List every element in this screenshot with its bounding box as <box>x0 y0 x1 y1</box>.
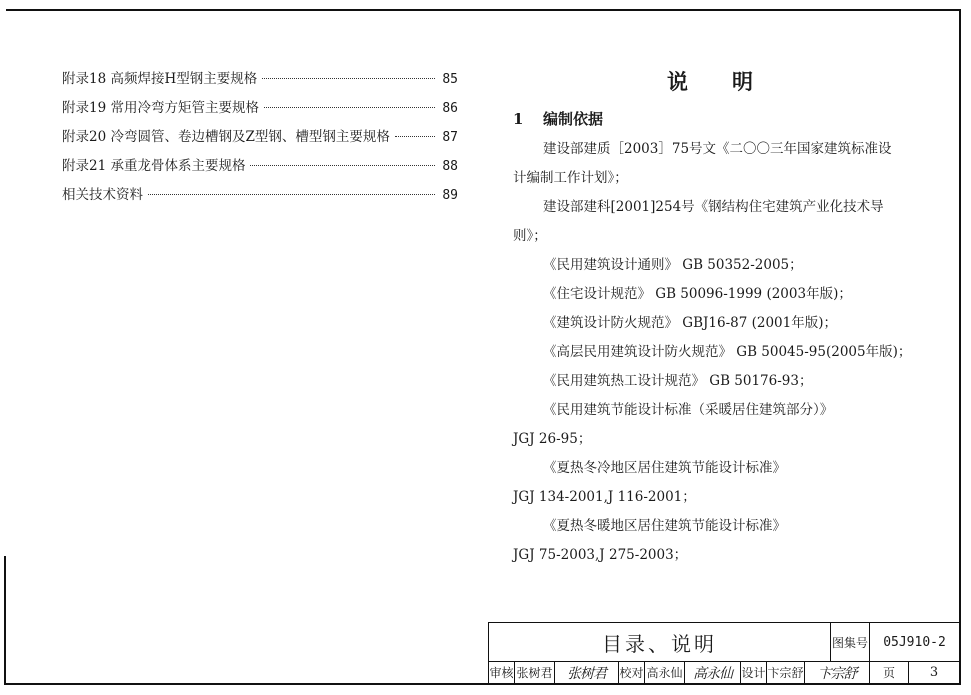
page-title: 说明 <box>667 69 797 94</box>
toc-entry-title: 附录21 承重龙骨体系主要规格 <box>62 158 246 174</box>
toc-entry-page: 86 <box>442 101 458 116</box>
toc-entry-title: 附录18 高频焊接H型钢主要规格 <box>62 71 258 87</box>
toc-entry[interactable] <box>62 96 458 125</box>
text-line: JGJ 134-2001,J 116-2001； <box>513 489 696 505</box>
toc-entry-title: 附录20 冷弯圆管、卷边槽钢及Z型钢、槽型钢主要规格 <box>62 129 390 145</box>
designer-signature: 卞宗舒 <box>805 662 870 684</box>
section-heading <box>513 108 603 129</box>
section-number: 1 <box>513 110 524 128</box>
text-line: 则》； <box>513 228 547 244</box>
toc-entry-page: 87 <box>442 130 458 145</box>
text-line: 《民用建筑设计通则》 GB 50352-2005； <box>543 257 803 273</box>
atlas-number: 05J910-2 <box>870 623 960 662</box>
text-line: 《夏热冬暖地区居住建筑节能设计标准》 <box>543 518 786 534</box>
page-number: 3 <box>909 662 960 684</box>
text-line: 《民用建筑热工设计规范》 GB 50176-93； <box>543 373 813 389</box>
text-line: JGJ 26-95； <box>513 431 592 447</box>
toc-entry-title: 附录19 常用冷弯方矩管主要规格 <box>62 100 259 116</box>
body-text <box>513 135 911 570</box>
toc-leader-dots <box>148 194 435 195</box>
text-line: 计编制工作计划》； <box>513 170 628 186</box>
toc-leader-dots <box>262 78 435 79</box>
toc-entry-page: 85 <box>442 72 458 87</box>
page-label: 页 <box>870 662 909 684</box>
toc-leader-dots <box>250 165 435 166</box>
text-line: 《建筑设计防火规范》 GBJ16-87 (2001年版)； <box>543 315 838 331</box>
check-label: 校对 <box>619 662 645 684</box>
toc-entry[interactable] <box>62 154 458 183</box>
toc-entry[interactable] <box>62 125 458 154</box>
drawing-name: 目录、说明 <box>489 623 831 662</box>
checker-signature: 高永仙 <box>685 662 741 684</box>
text-line: 建设部建质［2003］75号文《二〇〇三年国家建筑标准设 <box>543 141 892 157</box>
designer-name: 卞宗舒 <box>767 662 805 684</box>
text-line: 建设部建科[2001]254号《钢结构住宅建筑产业化技术导 <box>543 199 884 215</box>
toc-entry-page: 88 <box>442 159 458 174</box>
text-line: JGJ 75-2003,J 275-2003； <box>513 547 688 563</box>
title-block <box>488 622 961 685</box>
text-line: 《高层民用建筑设计防火规范》 GB 50045-95(2005年版)； <box>543 344 912 360</box>
table-of-contents <box>62 67 458 212</box>
design-label: 设计 <box>741 662 767 684</box>
toc-entry-page: 89 <box>442 188 458 203</box>
toc-entry-title: 相关技术资料 <box>62 187 143 203</box>
checker-name: 高永仙 <box>645 662 685 684</box>
reviewer-name: 张树君 <box>515 662 555 684</box>
toc-leader-dots <box>395 136 435 137</box>
binding-mark <box>4 556 6 685</box>
text-line: 《住宅设计规范》 GB 50096-1999 (2003年版)； <box>543 286 852 302</box>
reviewer-signature: 张树君 <box>555 662 619 684</box>
atlas-label: 图集号 <box>831 623 870 662</box>
review-label: 审核 <box>489 662 515 684</box>
text-line: 《夏热冬冷地区居住建筑节能设计标准》 <box>543 460 786 476</box>
toc-entry[interactable] <box>62 67 458 96</box>
section-title: 编制依据 <box>543 110 604 128</box>
toc-entry[interactable] <box>62 183 458 212</box>
text-line: 《民用建筑节能设计标准（采暖居住建筑部分）》 <box>543 402 834 418</box>
toc-leader-dots <box>264 107 435 108</box>
